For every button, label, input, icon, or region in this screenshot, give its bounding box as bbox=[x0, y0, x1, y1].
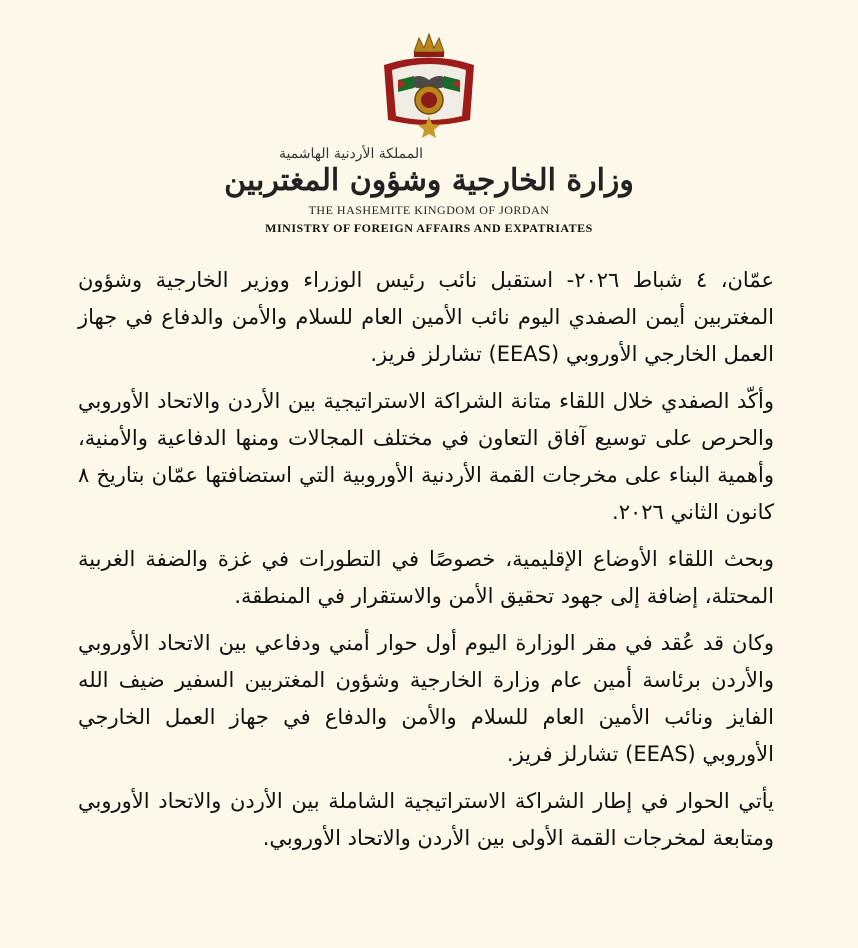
paragraph: وأكّد الصفدي خلال اللقاء متانة الشراكة الاستراتيجية بين الأردن والاتحاد الأوروبي والحرص على توسيع آفاق التعاون في مختلف المجالات ومنها الدفاعية والأمنية، وأهمية البناء على مخرجات القمة الأردنية الأوروبية التي استضافتها عمّان بتاريخ ٨ كانون الثاني ٢٠٢٦. bbox=[78, 389, 774, 524]
letterhead bbox=[0, 30, 858, 236]
paragraph: وبحث اللقاء الأوضاع الإقليمية، خصوصًا في التطورات في غزة والضفة الغربية المحتلة، إضافة إلى جهود تحقيق الأمن والاستقرار في المنطقة. bbox=[78, 547, 774, 608]
kingdom-title-arabic: المملكة الأردنية الهاشمية bbox=[278, 146, 424, 162]
kingdom-title-english: THE HASHEMITE KINGDOM OF JORDAN bbox=[308, 203, 550, 217]
paragraph: عمّان، ٤ شباط ٢٠٢٦- استقبل نائب رئيس الوزراء ووزير الخارجية وشؤون المغتربين أيمن الصفدي اليوم نائب الأمين العام للسلام والأمن والدفاع في جهاز العمل الخارجي الأوروبي (EEAS) تشارلز فريز. bbox=[78, 268, 774, 366]
royal-crest-icon bbox=[374, 30, 484, 140]
paragraph: يأتي الحوار في إطار الشراكة الاستراتيجية الشاملة بين الأردن والاتحاد الأوروبي ومتابعة لمخرجات القمة الأولى بين الأردن والاتحاد الأوروبي. bbox=[78, 789, 774, 850]
press-release-body bbox=[78, 262, 774, 867]
ministry-title-arabic: وزارة الخارجية وشؤون المغتربين bbox=[224, 163, 634, 198]
ministry-title-english: MINISTRY OF FOREIGN AFFAIRS AND EXPATRIATES bbox=[265, 221, 593, 235]
paragraph: وكان قد عُقد في مقر الوزارة اليوم أول حوار أمني ودفاعي بين الاتحاد الأوروبي والأردن برئاسة أمين عام وزارة الخارجية وشؤون المغتربين السفير ضيف الله الفايز ونائب الأمين العام للسلام والأمن والدفاع في جهاز العمل الخارجي الأوروبي (EEAS) تشارلز فريز. bbox=[78, 631, 774, 766]
